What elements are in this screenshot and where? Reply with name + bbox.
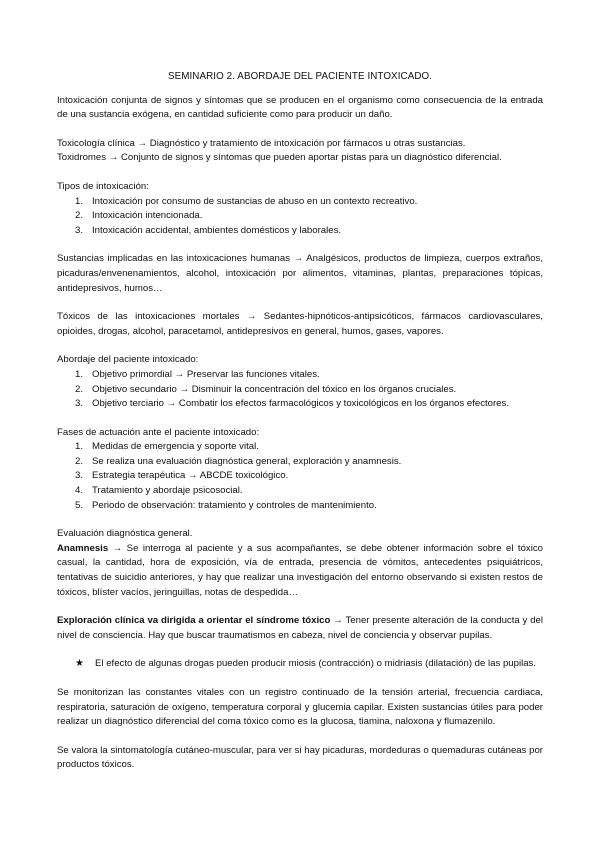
tipos-list xyxy=(57,195,543,239)
list-item xyxy=(57,383,543,398)
abordaje-heading: Abordaje del paciente intoxicado: xyxy=(57,354,199,366)
star-icon: ★ xyxy=(75,658,84,670)
list-item xyxy=(57,469,543,484)
exploracion-label: Exploración clínica va dirigida a orientar el síndrome tóxico xyxy=(57,615,331,627)
list-item xyxy=(57,397,543,412)
list-text: Objetivo primordial → Preservar las funciones vitales. xyxy=(92,368,320,380)
list-text: Tratamiento y abordaje psicosocial. xyxy=(92,485,243,497)
list-text: Intoxicación por consumo de sustancias de abuso en un contexto recreativo. xyxy=(92,195,418,207)
list-number: 1. xyxy=(75,368,84,380)
list-text: Medidas de emergencia y soporte vital. xyxy=(92,441,259,453)
tipos-heading: Tipos de intoxicación: xyxy=(57,180,149,192)
anamnesis-paragraph xyxy=(57,542,543,600)
list-item xyxy=(57,224,543,239)
list-number: 3. xyxy=(75,470,84,482)
list-text: Intoxicación accidental, ambientes domésticos y laborales. xyxy=(92,224,342,236)
list-item xyxy=(57,440,543,455)
star-note-text: El efecto de algunas drogas pueden producir miosis (contracción) o midriasis (dilatación) de las pupilas. xyxy=(95,658,537,670)
list-number: 2. xyxy=(75,210,84,222)
evaluacion-heading: Evaluación diagnóstica general. xyxy=(57,528,193,540)
exploracion-paragraph xyxy=(57,614,543,643)
list-item xyxy=(57,368,543,383)
list-number: 3. xyxy=(75,224,84,236)
star-note xyxy=(57,657,543,672)
fases-heading: Fases de actuación ante el paciente intoxicado: xyxy=(57,426,260,438)
valora-paragraph: Se valora la sintomatología cutáneo-muscular, para ver si hay picaduras, mordeduras o quemaduras cutáneas por productos tóxicos. xyxy=(57,744,543,771)
toxicos-paragraph: Tóxicos de las intoxicaciones mortales → Sedantes-hipnóticos-antipsicóticos, fármacos cardiovasculares, opioides, drogas, alcohol, paracetamol, antidepresivos en general, humos, gases, vapores. xyxy=(57,311,543,337)
list-number: 1. xyxy=(75,441,84,453)
list-text: Periodo de observación: tratamiento y controles de mantenimiento. xyxy=(92,499,377,511)
list-text: Objetivo terciario → Combatir los efectos farmacológicos y toxicológicos en los órganos efectores. xyxy=(92,398,509,410)
exploracion-text: → Tener presente alteración de la conducta y del nivel de consciencia. Hay que buscar traumatismos en cabeza, nivel de conciencia y observar pupilas. xyxy=(57,615,544,641)
list-item xyxy=(57,499,543,514)
list-item xyxy=(57,195,543,210)
toxidromes-line: Toxidromes → Conjunto de signos y síntomas que pueden aportar pistas para un diagnóstico diferencial. xyxy=(57,152,502,164)
anamnesis-text: → Se interroga al paciente y a sus acompañantes, se debe obtener información sobre el tóxico casual, la cantidad, hora de exposición, vía de entrada, presencia de vómitos, antecedentes psiquiátricos, tentativas de suicidio anteriores, y hay que realizar una investigación del entorno observando si existen restos de tóxicos, blíster vacíos, jeringuillas, notas de despedida… xyxy=(57,542,543,598)
list-text: Se realiza una evaluación diagnóstica general, exploración y anamnesis. xyxy=(92,455,402,467)
anamnesis-label: Anamnesis xyxy=(57,542,109,554)
sustancias-paragraph: Sustancias implicadas en las intoxicaciones humanas → Analgésicos, productos de limpieza, cuerpos extraños, picaduras/envenenamientos, alcohol, intoxicación por alimentos, vitaminas, plantas, preparaciones tópicas, antidepresivos, humos… xyxy=(57,253,543,294)
list-number: 4. xyxy=(75,485,84,497)
abordaje-list xyxy=(57,368,543,412)
intro-paragraph: Intoxicación conjunta de signos y síntomas que se producen en el organismo como consecuencia de la entrada de una sustancia exógena, en cantidad suficiente como para producir un daño. xyxy=(57,94,543,121)
list-number: 2. xyxy=(75,383,84,395)
list-number: 5. xyxy=(75,499,84,511)
list-item xyxy=(57,209,543,224)
list-number: 2. xyxy=(75,455,84,467)
list-item xyxy=(57,455,543,470)
list-item xyxy=(57,484,543,499)
list-number: 1. xyxy=(75,195,84,207)
list-text: Estrategia terapéutica → ABCDE toxicológico. xyxy=(92,470,289,482)
list-text: Intoxicación intencionada. xyxy=(92,210,203,222)
page-title: SEMINARIO 2. ABORDAJE DEL PACIENTE INTOXICADO. xyxy=(167,71,433,82)
list-number: 3. xyxy=(75,398,84,410)
list-text: Objetivo secundario → Disminuir la concentración del tóxico en los órganos cruciales. xyxy=(92,383,457,395)
monitoriza-paragraph: Se monitorizan las constantes vitales con un registro continuado de la tensión arterial, frecuencia cardiaca, respiratoria, saturación de oxígeno, temperatura corporal y glucemia capilar. Existen sustancias útiles para poder realizar un diagnóstico diferencial del coma tóxico como es la glucosa, tiamina, naloxona y flumazenilo. xyxy=(57,687,543,728)
toxicologia-line: Toxicología clínica → Diagnóstico y tratamiento de intoxicación por fármacos u otras sustancias. xyxy=(57,137,466,149)
fases-list xyxy=(57,440,543,513)
